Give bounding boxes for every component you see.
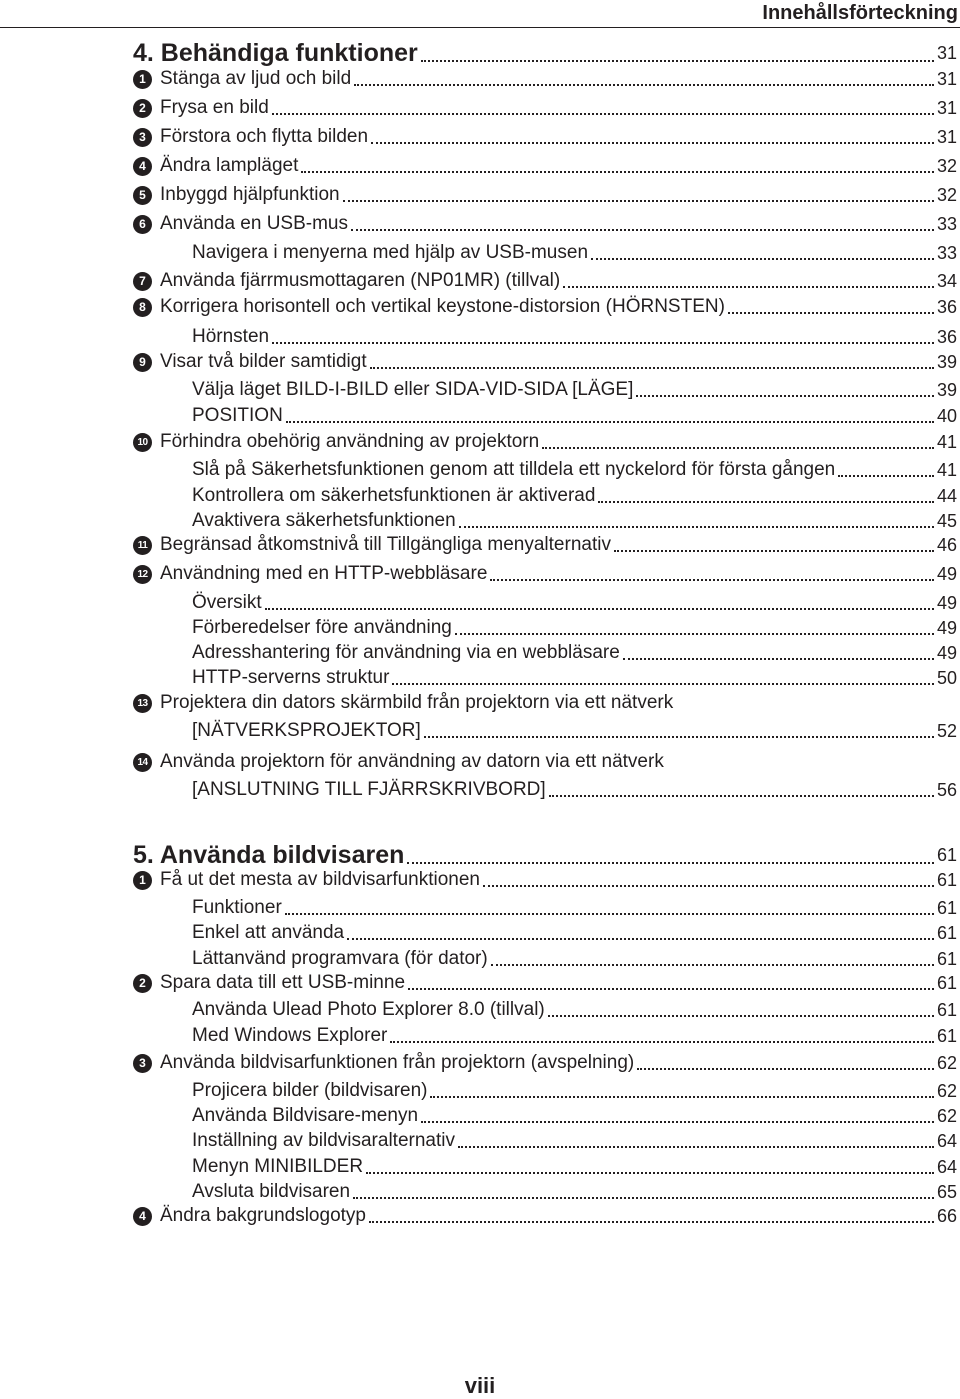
entry-page-number: 33 (936, 214, 957, 234)
leader-dots (424, 736, 934, 738)
entry-number-badge: 1 (133, 871, 152, 890)
leader-dots (285, 913, 934, 915)
entry-page-number: 39 (936, 380, 957, 400)
toc-subentry[interactable] (133, 1156, 957, 1178)
toc-entry[interactable] (133, 270, 957, 292)
chapter4-heading[interactable] (133, 40, 957, 66)
subentry-label: Översikt (192, 592, 262, 613)
toc-subentry[interactable] (133, 948, 957, 970)
leader-dots (354, 84, 934, 86)
entry-label: Få ut det mesta av bildvisarfunktionen (160, 869, 481, 890)
chapter5-title: 5. Använda bildvisaren (133, 841, 405, 869)
toc-entry[interactable] (133, 534, 957, 556)
leader-dots (392, 683, 934, 685)
entry-label: Korrigera horisontell och vertikal keystone-distorsion (HÖRNSTEN) (160, 296, 725, 317)
entry-label: Inbyggd hjälpfunktion (160, 184, 340, 205)
leader-dots (459, 526, 934, 528)
toc-entry[interactable] (133, 351, 957, 373)
entry-page-number: 52 (936, 721, 957, 741)
entry-page-number: 61 (936, 949, 957, 969)
entry-number-badge: 4 (133, 157, 152, 176)
subentry-label: Använda Ulead Photo Explorer 8.0 (tillval) (192, 999, 545, 1020)
leader-dots (351, 229, 934, 231)
subentry-label: Använda Bildvisare-menyn (192, 1105, 419, 1126)
leader-dots (407, 862, 934, 864)
entry-number-badge: 2 (133, 974, 152, 993)
toc-entry[interactable] (133, 1205, 957, 1227)
leader-dots (490, 579, 934, 581)
entry-number-badge: 1 (133, 70, 152, 89)
entry-page-number: 49 (936, 564, 957, 584)
toc-entry[interactable] (133, 68, 957, 90)
toc-entry-continuation[interactable] (133, 720, 957, 742)
entry-label: Förhindra obehörig användning av projektorn (160, 431, 540, 452)
toc-entry[interactable] (133, 972, 957, 994)
leader-dots (598, 501, 934, 503)
subentry-label: Med Windows Explorer (192, 1025, 388, 1046)
toc-subentry[interactable] (133, 459, 957, 481)
entry-number-badge: 5 (133, 186, 152, 205)
leader-dots (272, 342, 934, 344)
toc-subentry[interactable] (133, 485, 957, 507)
toc-subentry[interactable] (133, 242, 957, 264)
entry-label: Frysa en bild (160, 97, 269, 118)
subentry-label: POSITION (192, 405, 283, 426)
subentry-label: Enkel att använda (192, 922, 345, 943)
leader-dots (563, 286, 934, 288)
entry-label: Använda bildvisarfunktionen från projektorn (avspelning) (160, 1052, 635, 1073)
entry-number-badge: 3 (133, 1054, 152, 1073)
leader-dots (353, 1197, 934, 1199)
entry-page-number: 62 (936, 1081, 957, 1101)
entry-page-number: 40 (936, 406, 957, 426)
entry-page-number: 31 (936, 69, 957, 89)
entry-page-number: 61 (936, 973, 957, 993)
leader-dots (549, 795, 934, 797)
leader-dots (548, 1015, 934, 1017)
toc-subentry[interactable] (133, 667, 957, 689)
leader-dots (421, 1121, 934, 1123)
leader-dots (272, 113, 934, 115)
entry-page-number: 61 (936, 1026, 957, 1046)
toc-entry[interactable] (133, 1052, 957, 1074)
toc-subentry[interactable] (133, 1105, 957, 1127)
entry-label: Ändra bakgrundslogotyp (160, 1205, 366, 1226)
leader-dots (343, 200, 934, 202)
entry-page-number: 49 (936, 593, 957, 613)
leader-dots (614, 550, 934, 552)
toc-subentry[interactable] (133, 326, 957, 348)
toc-subentry[interactable] (133, 922, 957, 944)
page-number: viii (464, 1373, 496, 1398)
entry-page-number: 65 (936, 1182, 957, 1202)
running-header-title: Innehållsförteckning (762, 2, 958, 24)
entry-page-number: 32 (936, 156, 957, 176)
toc-subentry[interactable] (133, 1130, 957, 1152)
toc-subentry[interactable] (133, 642, 957, 664)
subentry-label: Lättanvänd programvara (för dator) (192, 948, 488, 969)
entry-page-number: 61 (936, 923, 957, 943)
subentry-label: Funktioner (192, 897, 282, 918)
entry-page-number: 36 (936, 297, 957, 317)
leader-dots (542, 447, 934, 449)
entry-number-badge: 3 (133, 128, 152, 147)
leader-dots (458, 1146, 934, 1148)
toc-subentry[interactable] (133, 510, 957, 532)
toc-entry[interactable] (133, 692, 957, 714)
leader-dots (637, 1068, 934, 1070)
leader-dots (286, 421, 934, 423)
toc-entry[interactable] (133, 184, 957, 206)
leader-dots (491, 964, 934, 966)
toc-entry[interactable] (133, 155, 957, 177)
entry-label: Använda en USB-mus (160, 213, 348, 234)
entry-page-number: 64 (936, 1157, 957, 1177)
leader-dots (430, 1096, 933, 1098)
leader-dots (265, 608, 934, 610)
toc-subentry[interactable] (133, 617, 957, 639)
leader-dots (408, 988, 934, 990)
toc-subentry[interactable] (133, 1181, 957, 1203)
entry-page-number: 61 (936, 1000, 957, 1020)
subentry-label: Kontrollera om säkerhetsfunktionen är aktiverad (192, 485, 596, 506)
entry-label: Spara data till ett USB-minne (160, 972, 406, 993)
entry-number-badge: 4 (133, 1207, 152, 1226)
toc-subentry[interactable] (133, 999, 957, 1021)
leader-dots (390, 1041, 934, 1043)
entry-page-number: 33 (936, 243, 957, 263)
entry-label: Projektera din dators skärmbild från projektorn via ett nätverk (160, 692, 674, 713)
toc-subentry[interactable] (133, 592, 957, 614)
entry-label: Användning med en HTTP-webbläsare (160, 563, 488, 584)
leader-dots (371, 142, 934, 144)
entry-label: Stänga av ljud och bild (160, 68, 352, 89)
leader-dots (636, 395, 934, 397)
subentry-label: Välja läget BILD-I-BILD eller SIDA-VID-SIDA [LÄGE] (192, 379, 634, 400)
entry-number-badge: 10 (133, 433, 152, 452)
leader-dots (591, 258, 934, 260)
entry-number-badge: 12 (133, 565, 152, 584)
entry-page-number: 41 (936, 460, 957, 480)
entry-number-badge: 11 (133, 536, 152, 555)
toc-entry[interactable] (133, 869, 957, 891)
entry-number-badge: 14 (133, 753, 152, 772)
entry-page-number: 50 (936, 668, 957, 688)
entry-page-number: 62 (936, 1053, 957, 1073)
entry-number-badge: 9 (133, 353, 152, 372)
entry-number-badge: 8 (133, 298, 152, 317)
entry-page-number: 61 (936, 898, 957, 918)
subentry-label: Avaktivera säkerhetsfunktionen (192, 510, 456, 531)
leader-dots (483, 885, 934, 887)
entry-page-number: 62 (936, 1106, 957, 1126)
leader-dots (347, 938, 934, 940)
toc-entry[interactable] (133, 126, 957, 148)
entry-page-number: 56 (936, 780, 957, 800)
leader-dots (421, 60, 934, 62)
chapter5-page-number: 61 (936, 845, 957, 865)
entry-number-badge: 6 (133, 215, 152, 234)
leader-dots (455, 633, 934, 635)
entry-label: Använda fjärrmusmottagaren (NP01MR) (tillval) (160, 270, 561, 291)
toc-entry-continuation[interactable] (133, 779, 957, 801)
entry-page-number: 64 (936, 1131, 957, 1151)
entry-page-number: 36 (936, 327, 957, 347)
toc-entry[interactable] (133, 563, 957, 585)
toc-entry[interactable] (133, 296, 957, 318)
entry-page-number: 66 (936, 1206, 957, 1226)
entry-page-number: 45 (936, 511, 957, 531)
entry-page-number: 39 (936, 352, 957, 372)
entry-page-number: 44 (936, 486, 957, 506)
subentry-label: Slå på Säkerhetsfunktionen genom att tilldela ett nyckelord för första gången (192, 459, 836, 480)
header-rule (0, 27, 960, 28)
toc-subentry[interactable] (133, 379, 957, 401)
subentry-label: Projicera bilder (bildvisaren) (192, 1080, 428, 1101)
subentry-label: Adresshantering för användning via en webbläsare (192, 642, 620, 663)
subentry-label: HTTP-serverns struktur (192, 667, 390, 688)
entry-page-number: 46 (936, 535, 957, 555)
entry-page-number: 49 (936, 618, 957, 638)
entry-page-number: 61 (936, 870, 957, 890)
leader-dots (366, 1172, 934, 1174)
toc-entry[interactable] (133, 97, 957, 119)
toc-entry[interactable] (133, 213, 957, 235)
chapter5-heading[interactable] (133, 842, 957, 868)
chapter4-page-number: 31 (936, 43, 957, 63)
leader-dots (838, 475, 934, 477)
toc-subentry[interactable] (133, 1080, 957, 1102)
toc-entry[interactable] (133, 751, 957, 773)
subentry-label: Avsluta bildvisaren (192, 1181, 351, 1202)
entry-label-continued: [NÄTVERKSPROJEKTOR] (192, 720, 421, 741)
subentry-label: Navigera i menyerna med hjälp av USB-musen (192, 242, 589, 263)
entry-label: Visar två bilder samtidigt (160, 351, 367, 372)
entry-label: Begränsad åtkomstnivå till Tillgängliga menyalternativ (160, 534, 611, 555)
subentry-label: Hörnsten (192, 326, 270, 347)
chapter4-title: 4. Behändiga funktioner (133, 39, 418, 67)
entry-page-number: 32 (936, 185, 957, 205)
toc-subentry[interactable] (133, 1025, 957, 1047)
entry-number-badge: 7 (133, 272, 152, 291)
toc-subentry[interactable] (133, 897, 957, 919)
toc-subentry[interactable] (133, 405, 957, 427)
subentry-label: Menyn MINIBILDER (192, 1156, 364, 1177)
entry-label: Använda projektorn för användning av datorn via ett nätverk (160, 751, 664, 772)
entry-page-number: 41 (936, 432, 957, 452)
entry-number-badge: 2 (133, 99, 152, 118)
entry-page-number: 31 (936, 127, 957, 147)
toc-entry[interactable] (133, 431, 957, 453)
leader-dots (370, 367, 934, 369)
leader-dots (623, 658, 934, 660)
subentry-label: Förberedelser före användning (192, 617, 452, 638)
entry-page-number: 31 (936, 98, 957, 118)
entry-number-badge: 13 (133, 694, 152, 713)
leader-dots (728, 312, 934, 314)
entry-label: Ändra lampläget (160, 155, 299, 176)
leader-dots (369, 1221, 934, 1223)
entry-label: Förstora och flytta bilden (160, 126, 369, 147)
entry-page-number: 34 (936, 271, 957, 291)
entry-label-continued: [ANSLUTNING TILL FJÄRRSKRIVBORD] (192, 779, 546, 800)
subentry-label: Inställning av bildvisaralternativ (192, 1130, 455, 1151)
leader-dots (301, 171, 934, 173)
entry-page-number: 49 (936, 643, 957, 663)
